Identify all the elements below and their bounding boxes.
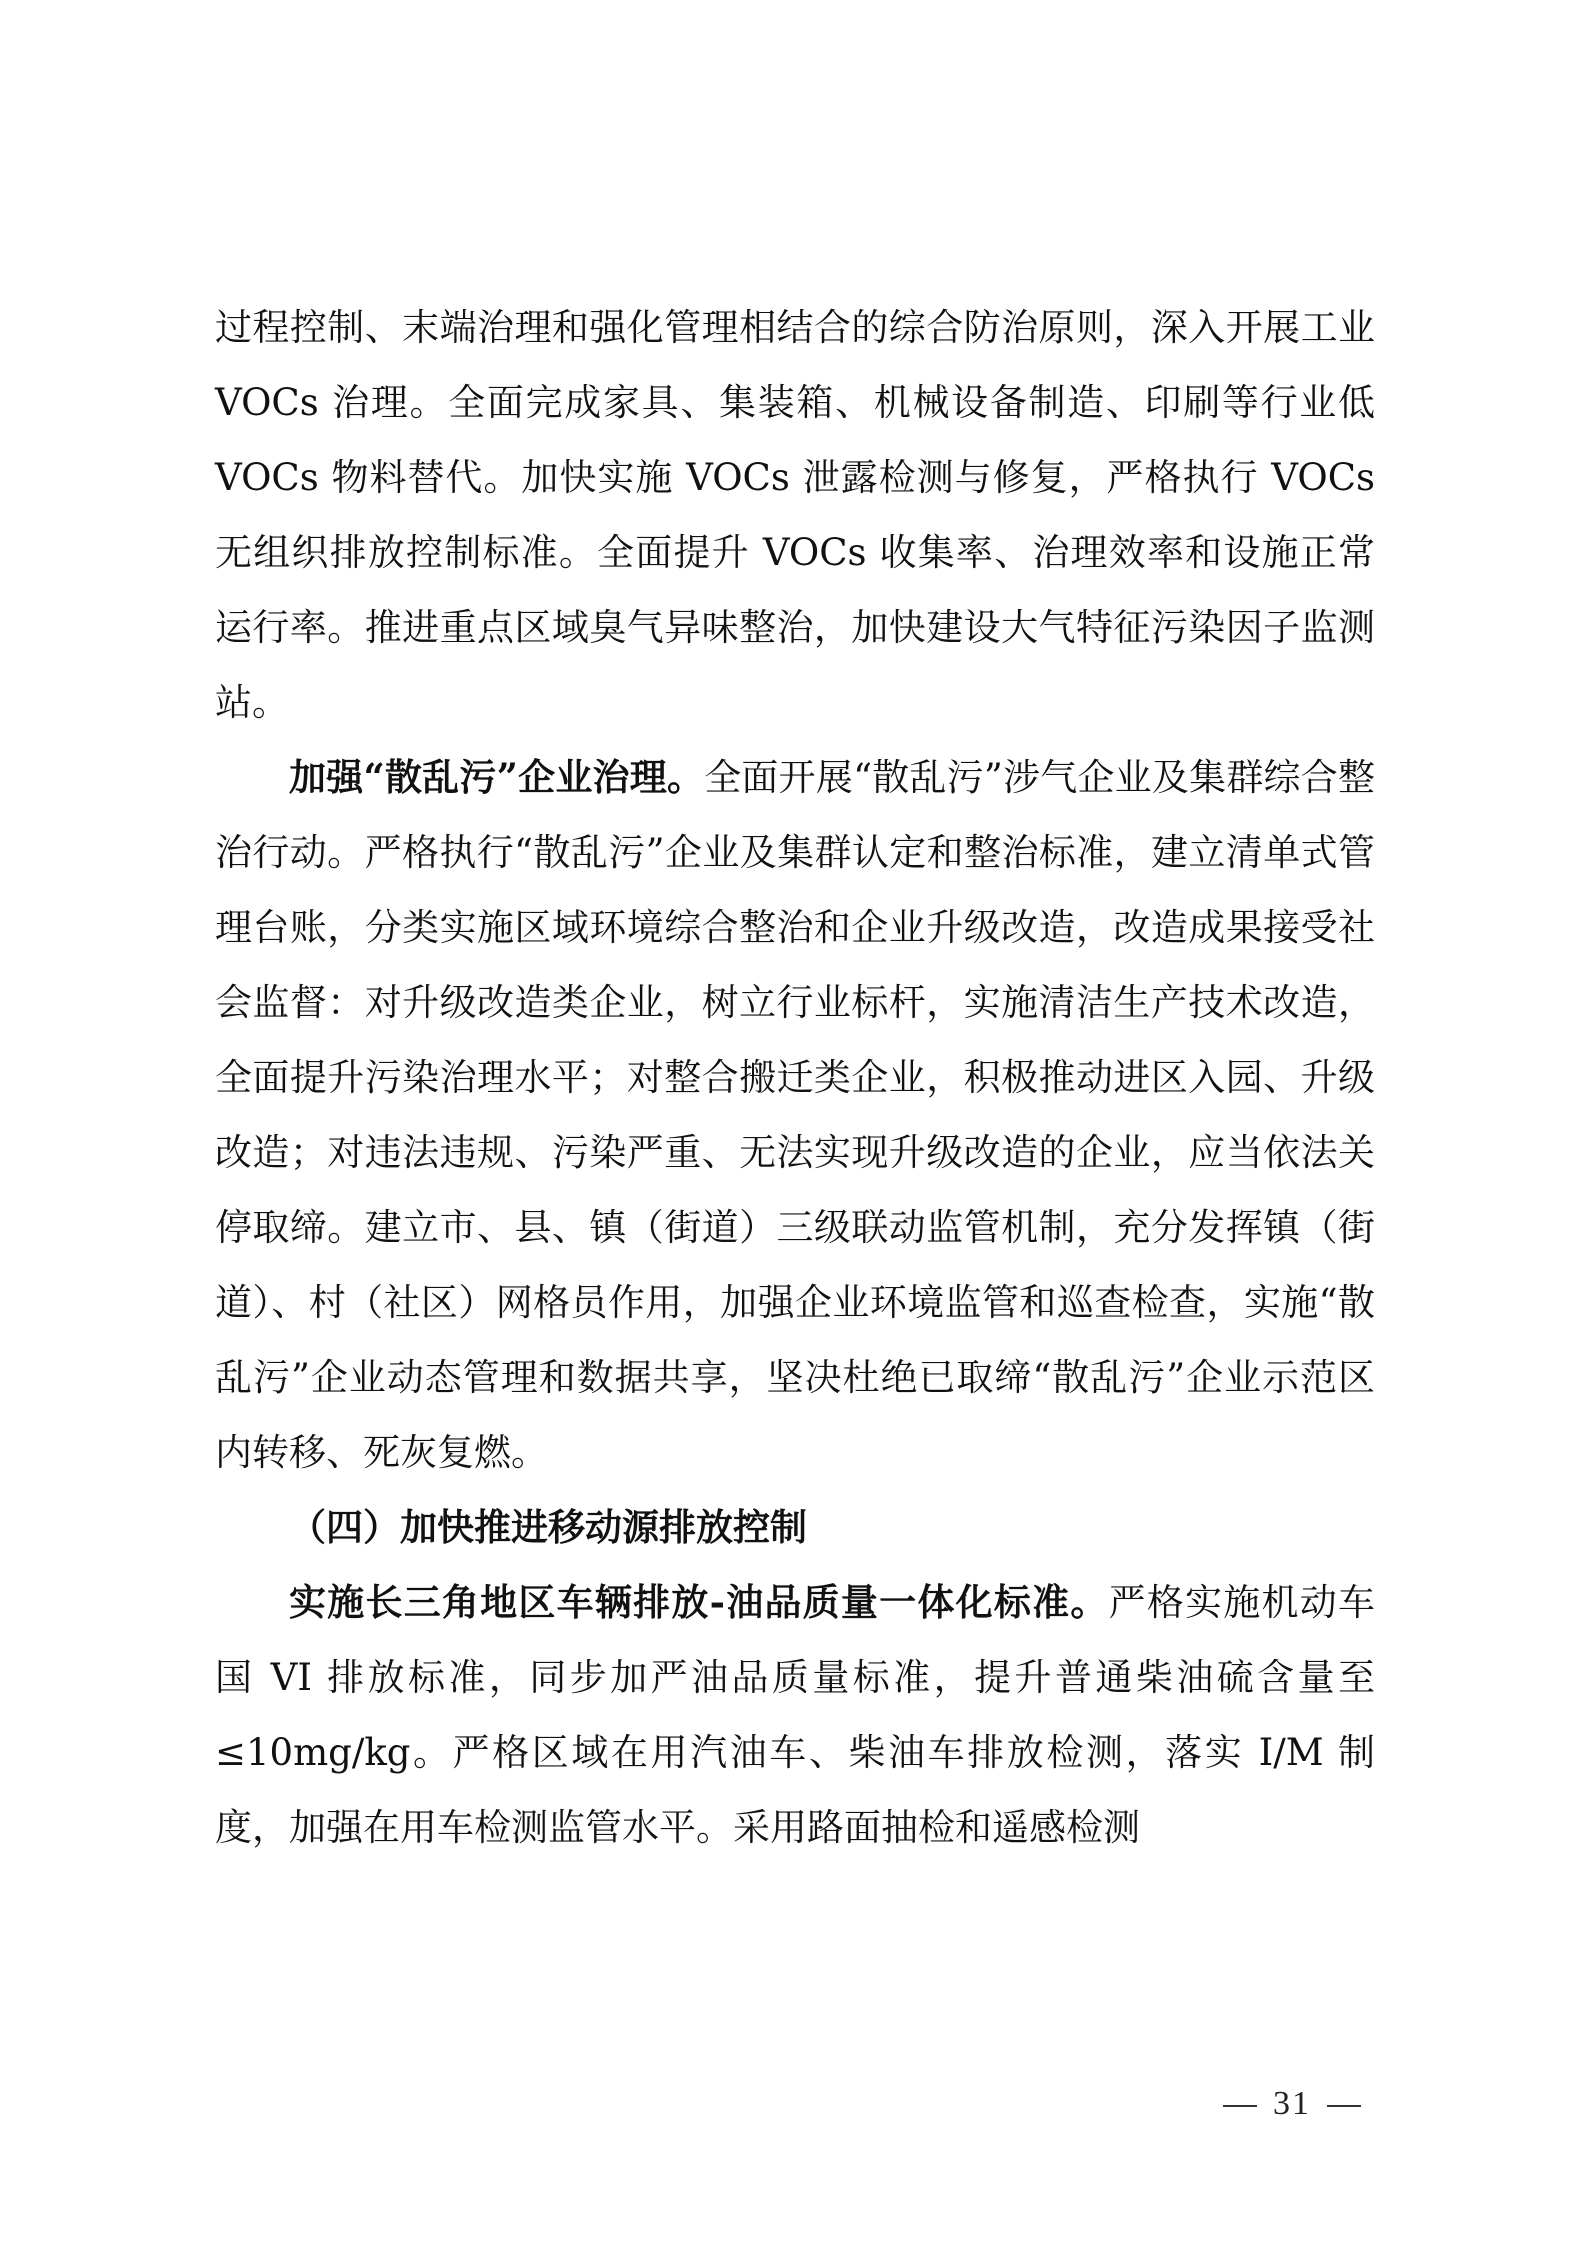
paragraph-text: 严格实施机动车国 VI 排放标准，同步加严油品质量标准，提升普通柴油硫含量至≤10mg/kg。严格区域在用汽油车、柴油车排放检测，落实 I/M 制度，加强在用车检测监管水平。采用路面抽检和遥感检测 <box>215 1581 1376 1849</box>
section-heading: （四）加快推进移动源排放控制 <box>289 1505 807 1549</box>
paragraph-text: 全面开展“散乱污”涉气企业及集群综合整治行动。严格执行“散乱污”企业及集群认定和整治标准，建立清单式管理台账，分类实施区域环境综合整治和企业升级改造，改造成果接受社会监督：对升级改造类企业，树立行业标杆，实施清洁生产技术改造，全面提升污染治理水平；对整合搬迁类企业，积极推动进区入园、升级改造；对违法违规、污染严重、无法实现升级改造的企业，应当依法关停取缔。建立市、县、镇（街道）三级联动监管机制，充分发挥镇（街道）、村（社区）网格员作用，加强企业环境监管和巡查检查，实施“散乱污”企业动态管理和数据共享，坚决杜绝已取缔“散乱污”企业示范区内转移、死灰复燃。 <box>215 756 1375 1474</box>
paragraph-san-luan-wu <box>215 740 1375 1490</box>
page-footer <box>1207 2085 1377 2123</box>
paragraph-continued <box>215 290 1375 740</box>
footer-dash-right <box>1327 2105 1361 2107</box>
footer-dash-left <box>1223 2105 1257 2107</box>
page-number: 31 <box>1273 2085 1311 2122</box>
paragraph-inline-heading: 加强“散乱污”企业治理。 <box>289 755 705 799</box>
paragraph-inline-heading: 实施长三角地区车辆排放-油品质量一体化标准。 <box>289 1580 1109 1624</box>
paragraph-vehicle-emissions <box>215 1565 1375 1865</box>
paragraph-text: 过程控制、末端治理和强化管理相结合的综合防治原则，深入开展工业 VOCs 治理。全面完成家具、集装箱、机械设备制造、印刷等行业低 VOCs 物料替代。加快实施 VOCs 泄露检测与修复，严格执行 VOCs 无组织排放控制标准。全面提升 VOCs 收集率、治理效率和设施正常运行率。推进重点区域臭气异味整治，加快建设大气特征污染因子监测站。 <box>215 306 1375 724</box>
document-body <box>215 290 1375 1865</box>
